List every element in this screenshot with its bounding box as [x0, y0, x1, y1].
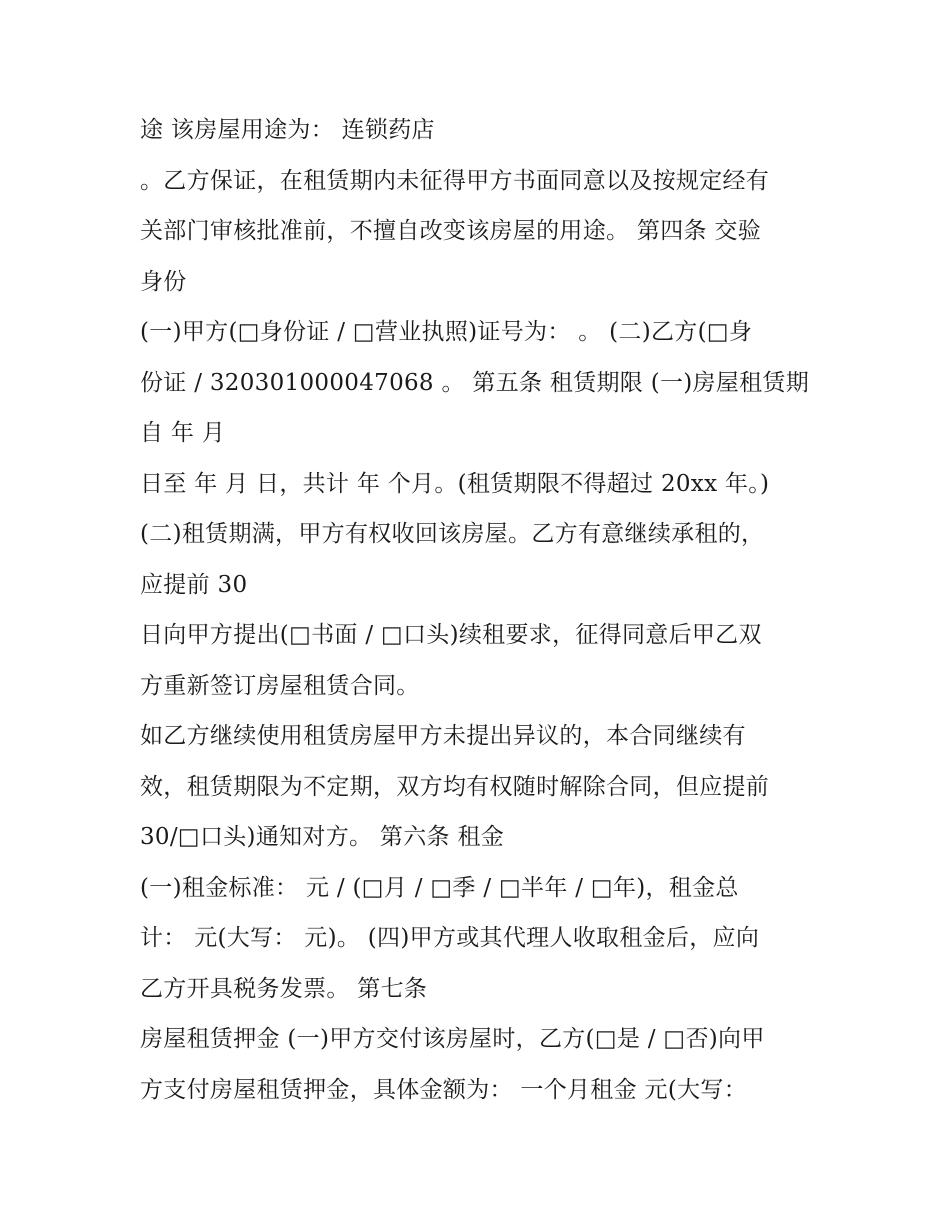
text-line: 份证 / 320301000047068 。 第五条 租赁期限 (一)房屋租赁期	[140, 369, 810, 396]
contract-body-text	[140, 105, 820, 1115]
text-line: 30/□口头)通知对方。 第六条 租金	[140, 824, 505, 850]
text-line: 途 该房屋用途为： 连锁药店	[140, 117, 435, 143]
text-line: (一)甲方(□身份证 / □营业执照)证号为： 。 (二)乙方(□身	[140, 319, 753, 345]
text-line: 日至 年 月 日，共计 年 个月。(租赁期限不得超过 20xx 年。)	[140, 470, 770, 497]
text-line: 房屋租赁押金 (一)甲方交付该房屋时，乙方(□是 / □否)向甲	[140, 1026, 765, 1052]
text-line: 应提前 30	[140, 571, 248, 598]
text-line: 关部门审核批准前，不擅自改变该房屋的用途。 第四条 交验	[140, 218, 762, 244]
text-line: (一)租金标准： 元 / (□月 / □季 / □半年 / □年)，租金总	[140, 874, 739, 901]
text-line: 如乙方继续使用租赁房屋甲方未提出异议的，本合同继续有	[140, 723, 746, 749]
text-line: 乙方开具税务发票。 第七条	[140, 975, 428, 1002]
text-line: 日向甲方提出(□书面 / □口头)续租要求，征得同意后甲乙双	[140, 622, 762, 648]
text-line: 身份	[140, 268, 187, 295]
text-line: 计： 元(大写： 元)。 (四)甲方或其代理人收取租金后，应向	[140, 925, 760, 951]
text-line: 自 年 月	[140, 420, 226, 446]
text-line: (二)租赁期满，甲方有权收回该房屋。乙方有意继续承租的，	[140, 521, 765, 547]
text-line: 效，租赁期限为不定期，双方均有权随时解除合同，但应提前	[140, 773, 770, 800]
text-line: 。乙方保证，在租赁期内未征得甲方书面同意以及按规定经有	[140, 167, 770, 194]
text-line: 方支付房屋租赁押金，具体金额为： 一个月租金 元(大写：	[140, 1076, 747, 1103]
text-line: 方重新签订房屋租赁合同。	[140, 672, 420, 699]
